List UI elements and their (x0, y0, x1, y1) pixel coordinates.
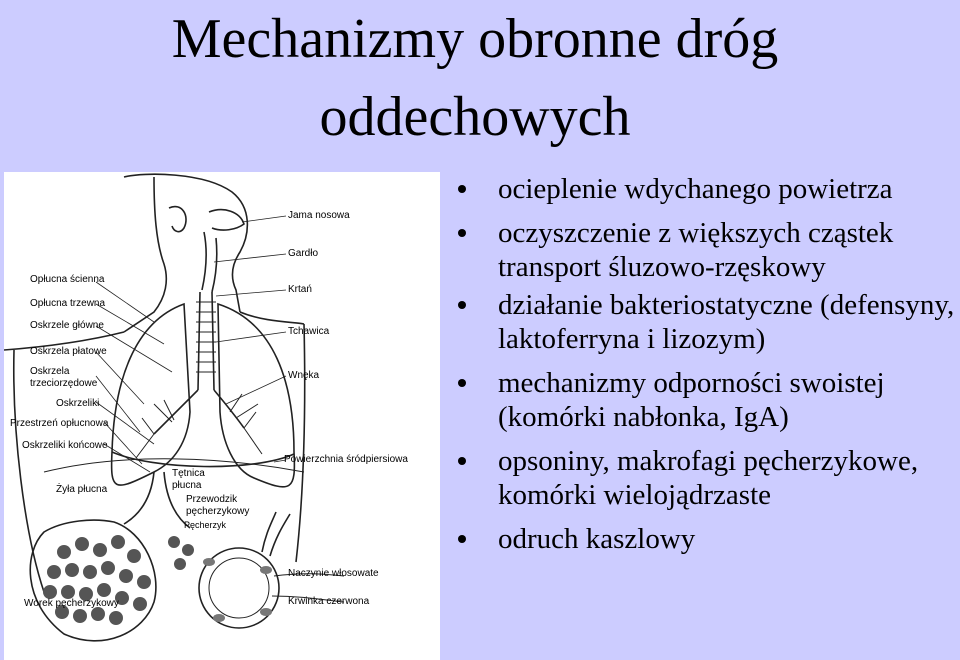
label-przewodzik-1: Przewodzik (186, 494, 238, 505)
slide-title (60, 0, 890, 156)
label-naczynie: Naczynie włosowate (288, 568, 379, 579)
bullet-text: transport śluzowo-rzęskowy (498, 251, 826, 283)
label-wneka: Wnęka (288, 370, 320, 381)
label-tetnica-2: płucna (172, 480, 202, 491)
slide-title-line-1: Mechanizmy obronne dróg (171, 8, 779, 70)
bullet-item (452, 172, 960, 206)
bullet-text: odruch kaszlowy (498, 523, 696, 555)
bullet-item (452, 288, 960, 356)
label-oskrzeliki: Oskrzeliki (56, 398, 100, 409)
bullet-text: opsoniny, makrofagi pęcherzykowe, komórki wielojądrzaste (498, 445, 919, 511)
label-oskrzele-glowne: Oskrzele główne (30, 320, 104, 331)
label-oplucna-trzewna: Opłucna trzewna (30, 298, 106, 309)
label-powierzchnia: Powierzchnia śródpiersiowa (284, 454, 408, 465)
label-oplucna-scienna: Opłucna ścienna (30, 274, 105, 285)
label-oskrzela-trzecio-1: Oskrzela (30, 366, 70, 377)
label-tetnica-1: Tętnica (172, 468, 205, 479)
label-oskrzela-trzecio-2: trzeciorzędowe (30, 378, 98, 389)
label-oskrzeliki-koncowe: Oskrzeliki końcowe (22, 440, 108, 451)
bullet-dot (458, 301, 466, 309)
label-pecherzyk: Pęcherzyk (184, 520, 227, 530)
bullet-item (452, 366, 960, 434)
bullet-dot (458, 185, 466, 193)
label-tchawica: Tchawica (288, 326, 330, 337)
label-przestrzen-oplucnowa: Przestrzeń opłucnowa (10, 418, 109, 429)
label-co2: CO₂ (232, 582, 251, 593)
label-o2: O₂ (214, 582, 226, 593)
bullet-list (452, 172, 960, 566)
bullet-item (452, 216, 960, 250)
respiratory-system-diagram (4, 172, 440, 660)
bullet-item (452, 444, 960, 512)
bullet-text: ocieplenie wdychanego powietrza (498, 173, 893, 205)
label-gardlo: Gardło (288, 248, 319, 259)
slide-title-line-2: oddechowych (319, 86, 631, 148)
bullet-text: mechanizmy odporności swoistej (komórki nabłonka, IgA) (498, 367, 885, 433)
bullet-dot (458, 457, 466, 465)
bullet-item (452, 250, 960, 284)
label-jama-nosowa: Jama nosowa (288, 210, 350, 221)
bullet-dot (458, 379, 466, 387)
label-krtan: Krtań (288, 284, 312, 295)
bullet-item (452, 522, 960, 556)
label-zyla-plucna: Żyła płucna (56, 484, 108, 495)
bullet-text: działanie bakteriostatyczne (defensyny, laktoferryna i lizozym) (498, 289, 955, 355)
label-przewodzik-2: pęcherzykowy (186, 506, 250, 517)
label-worek-pecherzykowy: Worek pęcherzykowy (24, 598, 119, 609)
label-oskrzela-platowe: Oskrzela płatowe (30, 346, 107, 357)
label-krwinka: Krwinka czerwona (288, 596, 370, 607)
bullet-text: oczyszczenie z większych cząstek (498, 217, 894, 249)
bullet-dot (458, 535, 466, 543)
bullet-dot (458, 229, 466, 237)
